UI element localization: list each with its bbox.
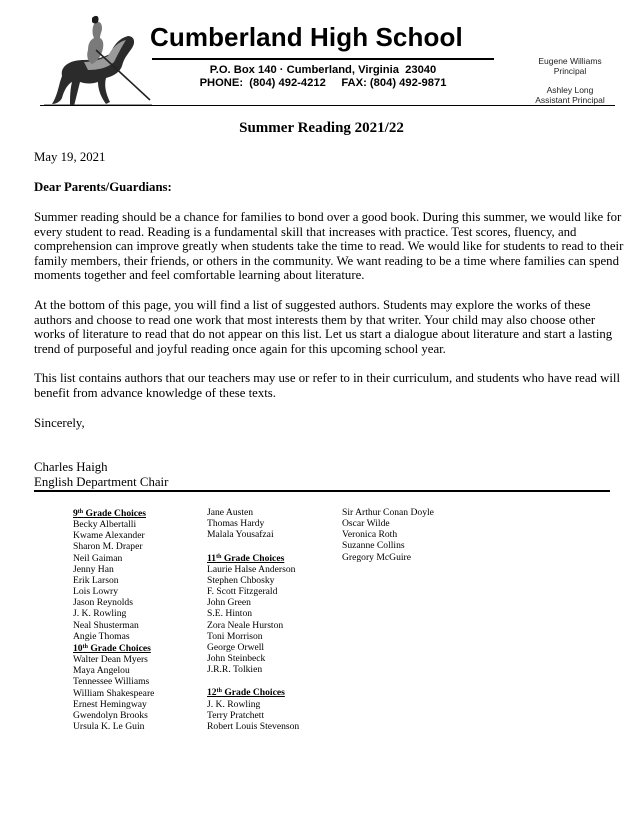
author-item: Maya Angelou [73, 665, 130, 677]
author-item: Thomas Hardy [207, 518, 265, 530]
grade-12-heading: 12th Grade Choices [207, 687, 285, 699]
administrators [525, 56, 615, 105]
author-item: Kwame Alexander [73, 530, 145, 542]
author-item: Tennessee Williams [73, 676, 150, 688]
letter-date: May 19, 2021 [34, 150, 106, 164]
signer-name: Charles Haigh [34, 460, 108, 474]
author-item: William Shakespeare [73, 687, 155, 699]
knight-on-horse-logo-icon [40, 14, 152, 114]
principal-title: Principal [553, 66, 587, 76]
author-item: Robert Louis Stevenson [207, 720, 300, 732]
author-item: J.R.R. Tolkien [207, 664, 263, 676]
author-item: J. K. Rowling [73, 608, 127, 620]
author-item: Jenny Han [73, 563, 114, 575]
author-item: Zora Neale Hurston [207, 619, 284, 631]
author-item: Laurie Halse Anderson [207, 563, 296, 575]
phone-fax-line: PHONE: (804) 492-4212 FAX: (804) 492-9871 [199, 77, 447, 89]
author-item: Malala Yousafzai [207, 529, 274, 541]
author-item: Walter Dean Myers [73, 654, 148, 666]
paragraph-1: Summer reading should be a chance for families to bond over a good book. During this summer, we would like for every student to read. Reading is a fundamental skill that increases with practice. Test scores, fluency, and comprehension can improve greatly when students take the time to read. We would like for students to read to their family members, their friends, or others in the community. We want reading to be a time where families can spend moments together and feel comfortable learning about literature. [34, 210, 624, 283]
author-item: Oscar Wilde [342, 518, 390, 530]
author-item: Toni Morrison [207, 630, 263, 642]
author-item: Veronica Roth [342, 529, 398, 541]
assistant-principal-title: Assistant Principal [535, 95, 605, 105]
reading-list-column-3 [342, 507, 434, 563]
author-item: Sharon M. Draper [73, 541, 143, 553]
reading-list-column-2 [207, 507, 299, 732]
author-item: Stephen Chbosky [207, 574, 275, 586]
author-item: Ursula K. Le Guin [73, 720, 145, 732]
author-item: Terry Pratchett [207, 709, 265, 721]
letterhead-divider [40, 105, 615, 106]
paragraph-2: At the bottom of this page, you will find a list of suggested authors. Students may explore the works of these authors and choose to read one work that most interests them by that writer. Your child may also choose other works of literature to read that do not appear on this list. Let us start a dialogue about literature and start a lasting trend of purposeful and joyful reading once again for this upcoming school year. [34, 298, 613, 356]
author-item: George Orwell [207, 641, 265, 653]
author-item: Lois Lowry [73, 586, 119, 598]
author-item: S.E. Hinton [207, 608, 253, 620]
closing: Sincerely, [34, 416, 85, 430]
author-item: Suzanne Collins [342, 540, 405, 552]
grade-11-heading: 11th Grade Choices [207, 552, 285, 564]
signature-block [34, 460, 168, 490]
school-name-underline [152, 58, 494, 60]
principal-name: Eugene Williams [538, 56, 602, 66]
school-name: Cumberland High School [150, 22, 463, 52]
author-item: F. Scott Fitzgerald [207, 586, 278, 598]
reading-list-column-1 [73, 507, 154, 732]
author-item: Neal Shusterman [73, 619, 139, 631]
author-item: J. K. Rowling [207, 698, 261, 710]
signer-title: English Department Chair [34, 475, 169, 489]
grade-10-heading: 10th Grade Choices [73, 642, 151, 654]
author-item: John Steinbeck [207, 653, 266, 665]
author-item: Gwendolyn Brooks [73, 709, 148, 721]
author-item: Jason Reynolds [73, 597, 133, 609]
author-item: Neil Gaiman [73, 552, 123, 564]
author-item: Gregory McGuire [342, 551, 411, 563]
author-item: John Green [207, 597, 251, 609]
school-contact [150, 64, 496, 90]
author-item: Sir Arthur Conan Doyle [342, 507, 434, 518]
author-item: Angie Thomas [73, 630, 130, 642]
signature-divider [34, 490, 610, 492]
assistant-principal-name: Ashley Long [546, 85, 594, 95]
grade-9-heading: 9th Grade Choices [73, 508, 147, 519]
author-item: Jane Austen [207, 507, 254, 518]
letter-title: Summer Reading 2021/22 [239, 120, 404, 136]
author-item: Erik Larson [73, 574, 119, 586]
paragraph-3: This list contains authors that our teachers may use or refer to in their curriculum, and students who have read will benefit from advance knowledge of these texts. [34, 371, 621, 400]
salutation: Dear Parents/Guardians: [34, 180, 172, 194]
address-line: P.O. Box 140 · Cumberland, Virginia 23040 [209, 64, 437, 76]
author-item: Ernest Hemingway [73, 698, 147, 710]
author-item: Becky Albertalli [73, 519, 137, 531]
